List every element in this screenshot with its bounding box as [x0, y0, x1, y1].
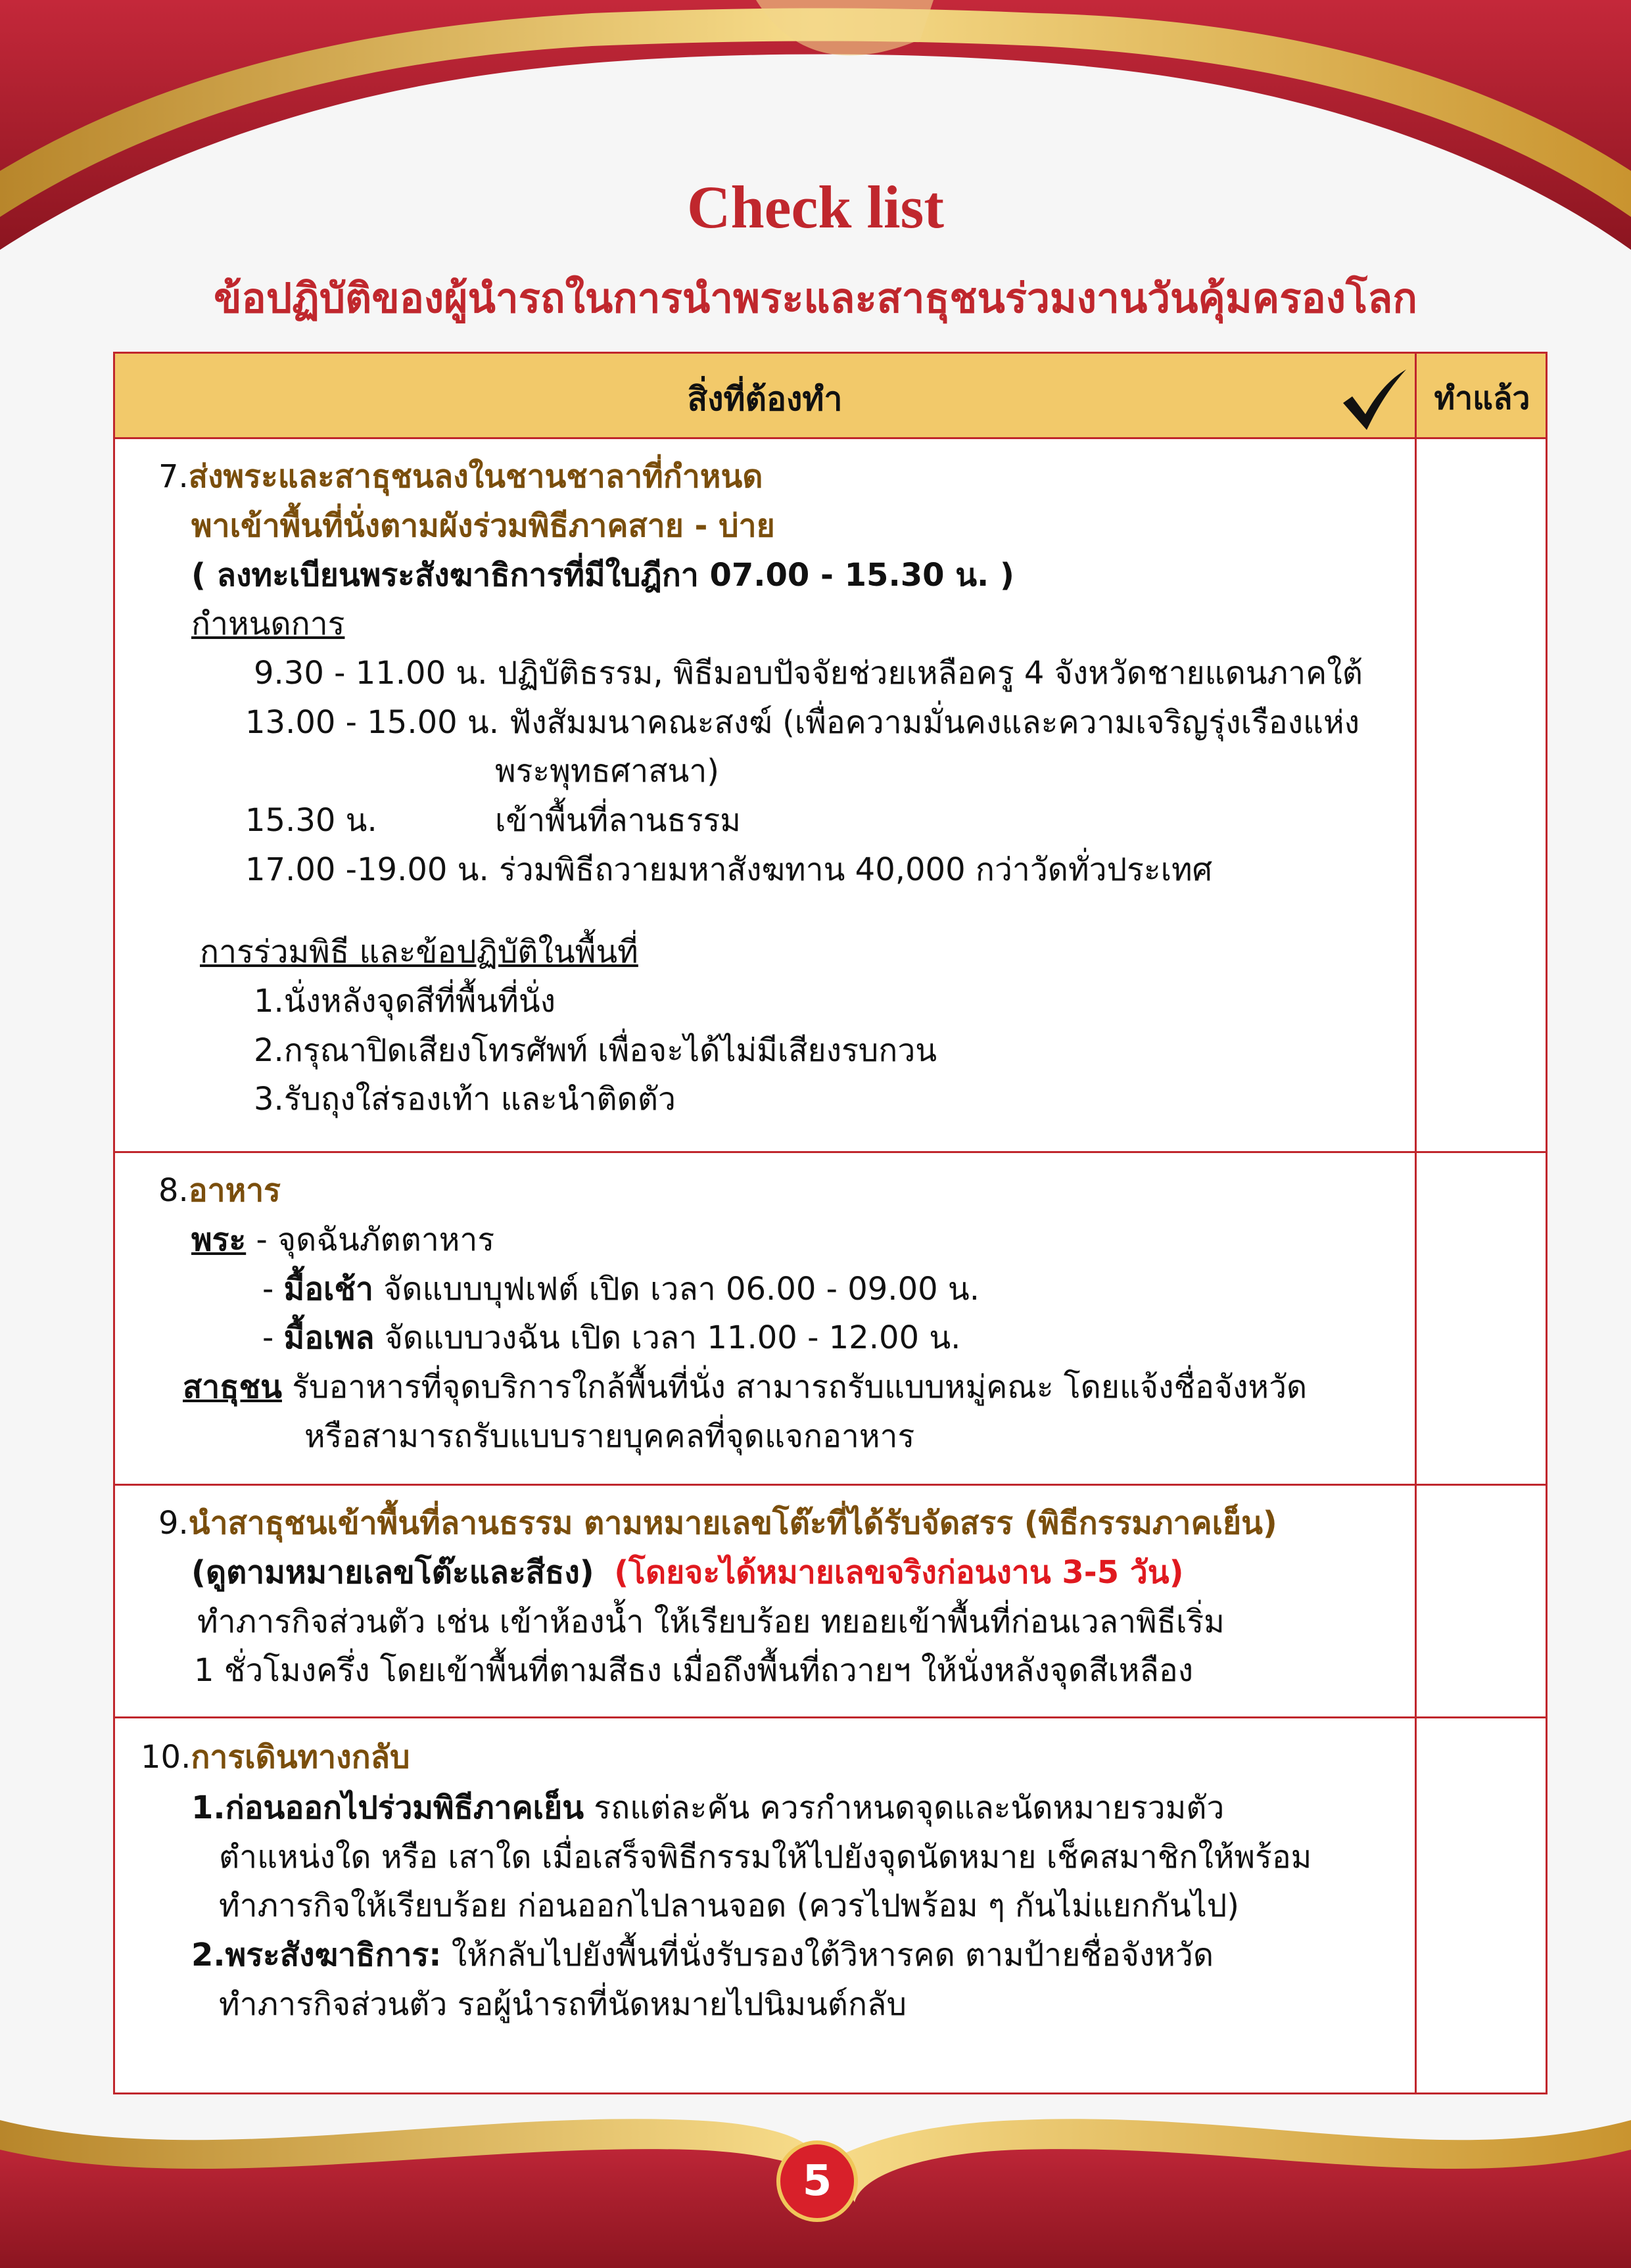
checkmark-icon [1338, 367, 1410, 433]
breakfast-text: จัดแบบบุฟเฟต์ เปิด เวลา 06.00 - 09.00 น. [373, 1271, 980, 1308]
monk-text: - จุดฉันภัตตาหาร [246, 1221, 495, 1258]
row-title: การเดินทางกลับ [191, 1739, 410, 1776]
breakfast-label: มื้อเช้า [283, 1271, 373, 1308]
page-subtitle: ข้อปฏิบัติของผู้นำรถในการนำพระและสาธุชนร่วมงานวันคุ้มครองโลก [214, 274, 1417, 322]
row-title: อาหาร [188, 1172, 281, 1209]
header-todo: สิ่งที่ต้องทำ [687, 380, 843, 418]
header-done: ทำแล้ว [1434, 380, 1530, 417]
rule-item: 2.กรุณาปิดเสียงโทรศัพท์ เพื่อจะได้ไม่มีเสียงรบกวน [254, 1032, 937, 1069]
lay-text-cont: หรือสามารถรับแบบรายบุคคลที่จุดแจกอาหาร [304, 1418, 915, 1455]
page-number: 5 [776, 2140, 858, 2222]
row-number: 7. [158, 458, 189, 495]
column-divider [1415, 354, 1417, 2092]
row-title-line2: พาเข้าพื้นที่นั่งตามผังร่วมพิธีภาคสาย - บ่าย [191, 508, 775, 544]
schedule-time: 9.30 - 11.00 น. [254, 655, 488, 692]
schedule-label: กำหนดการ [191, 605, 345, 642]
row-divider [115, 1716, 1546, 1718]
checklist-table: สิ่งที่ต้องทำ ทำแล้ว 7.ส่งพระและสาธุชนลงในชานชาลาที่กำหนด พาเข้าพื้นที่นั่งตามผังร่วมพิธีภาคสาย - บ่าย ( ลงทะเบียนพระสังฆาธิการที่มีใบฎีกา 07.00 - 15.30 น. ) กำหนดการ 9.30 - 11.00 น. ปฏิบัติธรรม, พิธีมอบปัจจัยช่วยเหลือครู 4 จังหวัดชายแดนภาคใต้ 13.00 - 15.00 น. ฟังสัมมนาคณะสงฆ์ (เพื่อความมั่นคงและความเจริญรุ่งเรืองแห่ง พระพุทธศาสนา) 15.30 น. เข้าพื้นที่ลานธรรม 17.00 -19.00 น. ร่วมพิธีถวายมหาสังฆทาน 40,000 กว่าวัดทั่วประเทศ การร่วมพิธี และข้อปฏิบัติในพื้นที่ 1.นั่งหลังจุดสีที่พื้นที่นั่ง 2.กรุณาปิดเสียงโทรศัพท์ เพื่อจะได้ไม่มีเสียงรบกวน 3.รับถุงใส่รองเท้า และนำติดตัว 8.อาหาร พระ - จุดฉันภัตตาหาร - มื้อเช้า จัดแบบบุฟเฟต์ เปิด เวลา 06.00 - 09.00 น. - มื้อเพล จัดแบบวงฉัน เปิด เวลา 11.00 - 12.00 น. สาธุชน รับอาหารที่จุดบริการใกล้พื้นที่นั่ง สามารถรับแบบหมู่คณะ โดยแจ้งชื่อจังหวัด หรือสามารถรับแบบรายบุคคลที่จุดแจกอาหาร 9.นำสาธุชนเข้าพื้นที่ลานธรรม ตามหมายเลขโต๊ะที่ได้รับจัดสรร (พิธีกรรมภาคเย็น) (ดูตามหมายเลขโต๊ะและสีธง) (โดยจะได้หมายเลขจริงก่อนงาน 3-5 วัน) ทำภารกิจส่วนตัว เช่น เข้าห้องน้ำ ให้เรียบร้อย ทยอยเข้าพื้นที่ก่อนเวลาพิธีเริ่ม 1 ชั่วโมงครึ่ง โดยเข้าพื้นที่ตามสีธง เมื่อถึงพื้นที่ถวายฯ ให้นั่งหลังจุดสีเหลือง 10.การเดินทางกลับ 1.ก่อนออกไปร่วมพิธีภาคเย็น รถแต่ละคัน ควรกำหนดจุดและนัดหมายรวมตัว ตำแหน่งใด หรือ เสาใด เมื่อเสร็จพิธีกรรมให้ไปยังจุดนัดหมาย เช็คสมาชิกให้พร้อม ทำภารกิจให้เรียบร้อย ก่อนออกไปลานจอด (ควรไปพร้อม ๆ กันไม่แยกกันไป) 2.พระสังฆาธิการ: ให้กลับไปยังพื้นที่นั่งรับรองใต้วิหารคด ตามป้ายชื่อจังหวัด ทำภารกิจส่วนตัว รอผู้นำรถที่นัดหมายไปนิมนต์กลับ [113, 352, 1548, 2094]
schedule-time: 17.00 -19.00 น. [245, 851, 489, 888]
table-color-note: (ดูตามหมายเลขโต๊ะและสีธง) [191, 1554, 594, 1591]
monk-label: พระ [191, 1221, 247, 1258]
schedule-time: 15.30 น. [245, 802, 377, 839]
item1-label: 1.ก่อนออกไปร่วมพิธีภาคเย็น [191, 1789, 584, 1826]
schedule-time: 13.00 - 15.00 น. [245, 704, 499, 741]
row-title: ส่งพระและสาธุชนลงในชานชาลาที่กำหนด [188, 458, 763, 495]
table-header [115, 354, 1546, 439]
item1-line3: ทำภารกิจให้เรียบร้อย ก่อนออกไปลานจอด (ควรไปพร้อม ๆ กันไม่แยกกันไป) [219, 1887, 1239, 1924]
schedule-text: เข้าพื้นที่ลานธรรม [495, 802, 741, 839]
row-divider [115, 1484, 1546, 1486]
row-number: 10. [141, 1739, 191, 1776]
lunch-label: มื้อเพล [283, 1319, 375, 1356]
row-title: นำสาธุชนเข้าพื้นที่ลานธรรม ตามหมายเลขโต๊ะที่ได้รับจัดสรร (พิธีกรรมภาคเย็น) [188, 1505, 1277, 1542]
item2-label: 2.พระสังฆาธิการ: [191, 1937, 442, 1973]
schedule-text-cont: พระพุทธศาสนา) [495, 753, 719, 790]
page-title: Check list [687, 174, 944, 241]
lay-label: สาธุชน [183, 1369, 282, 1406]
lay-text: รับอาหารที่จุดบริการใกล้พื้นที่นั่ง สามารถรับแบบหมู่คณะ โดยแจ้งชื่อจังหวัด [281, 1369, 1308, 1406]
row-divider [115, 1151, 1546, 1153]
schedule-text: ปฏิบัติธรรม, พิธีมอบปัจจัยช่วยเหลือครู 4 จังหวัดชายแดนภาคใต้ [497, 655, 1363, 692]
row-number: 9. [158, 1505, 189, 1542]
schedule-text: ฟังสัมมนาคณะสงฆ์ (เพื่อความมั่นคงและความเจริญรุ่งเรืองแห่ง [509, 704, 1360, 741]
instruction-line: ทำภารกิจส่วนตัว เช่น เข้าห้องน้ำ ให้เรียบร้อย ทยอยเข้าพื้นที่ก่อนเวลาพิธีเริ่ม [197, 1603, 1225, 1640]
item1-text: รถแต่ละคัน ควรกำหนดจุดและนัดหมายรวมตัว [584, 1789, 1225, 1826]
rule-item: 1.นั่งหลังจุดสีที่พื้นที่นั่ง [254, 983, 556, 1020]
instruction-line: 1 ชั่วโมงครึ่ง โดยเข้าพื้นที่ตามสีธง เมื่อถึงพื้นที่ถวายฯ ให้นั่งหลังจุดสีเหลือง [194, 1652, 1194, 1689]
lunch-text: จัดแบบวงฉัน เปิด เวลา 11.00 - 12.00 น. [374, 1319, 961, 1356]
row-number: 8. [158, 1172, 189, 1209]
registration-note: ( ลงทะเบียนพระสังฆาธิการที่มีใบฎีกา 07.00 - 15.30 น. ) [191, 557, 1014, 594]
schedule-text: ร่วมพิธีถวายมหาสังฆทาน 40,000 กว่าวัดทั่วประเทศ [499, 851, 1213, 888]
item2-text: ให้กลับไปยังพื้นที่นั่งรับรองใต้วิหารคด ตามป้ายชื่อจังหวัด [441, 1937, 1214, 1973]
item2-line2: ทำภารกิจส่วนตัว รอผู้นำรถที่นัดหมายไปนิมนต์กลับ [219, 1986, 907, 2023]
warning-note: (โดยจะได้หมายเลขจริงก่อนงาน 3-5 วัน) [614, 1554, 1184, 1591]
item1-line2: ตำแหน่งใด หรือ เสาใด เมื่อเสร็จพิธีกรรมให้ไปยังจุดนัดหมาย เช็คสมาชิกให้พร้อม [219, 1839, 1312, 1876]
rules-label: การร่วมพิธี และข้อปฏิบัติในพื้นที่ [200, 933, 638, 970]
rule-item: 3.รับถุงใส่รองเท้า และนำติดตัว [254, 1081, 676, 1118]
